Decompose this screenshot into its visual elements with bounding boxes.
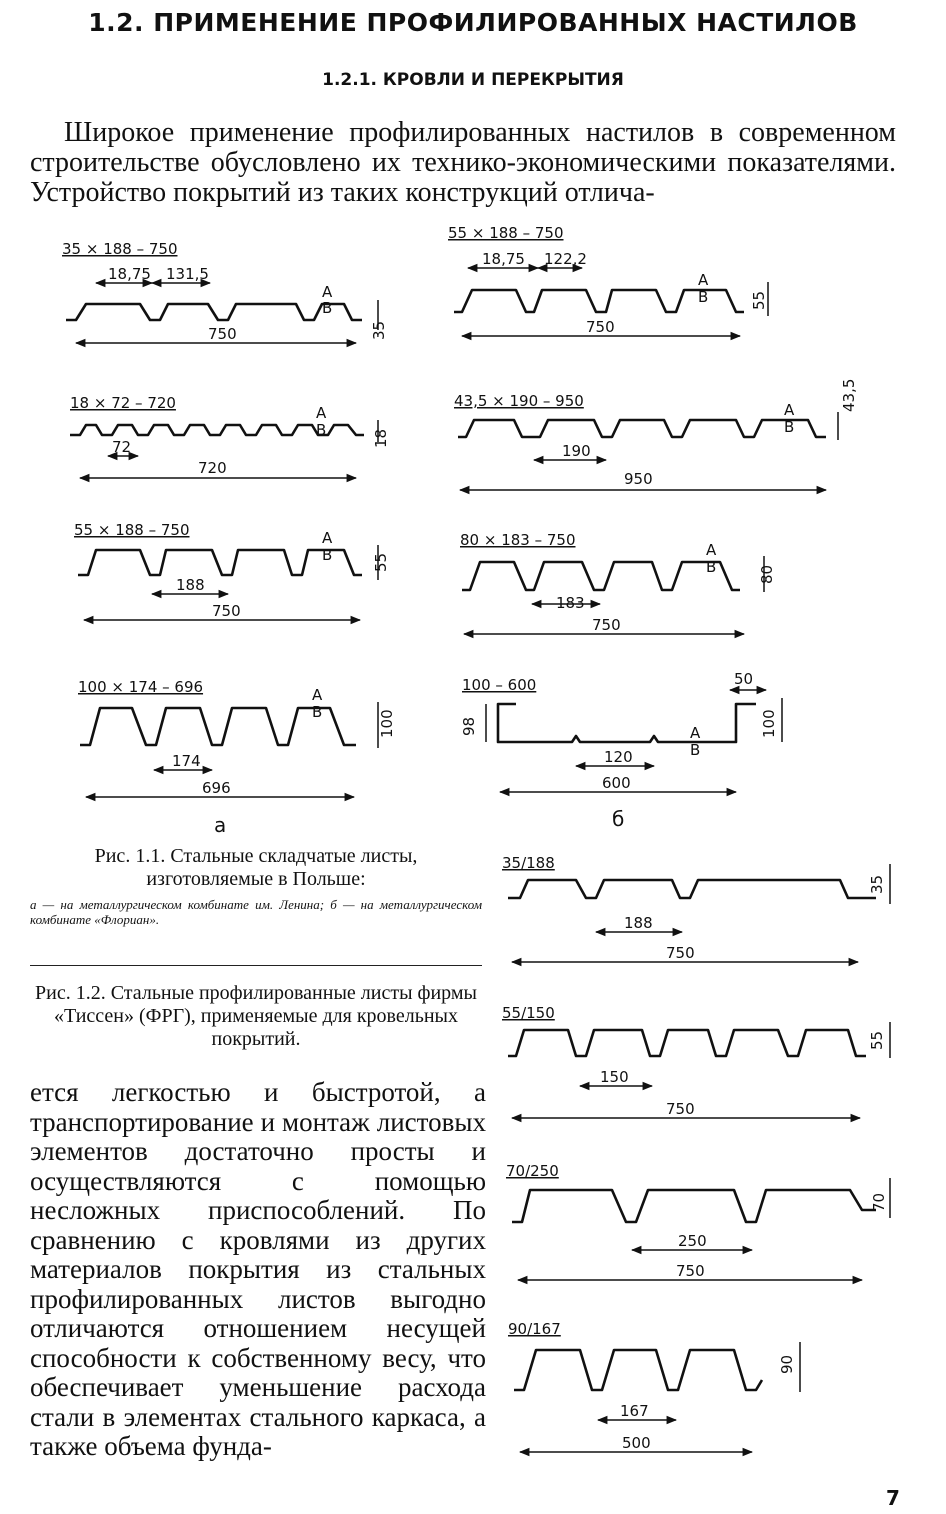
figure2-caption: Рис. 1.2. Стальные профилированные листы фирмы «Тиссен» (ФРГ), применяемые для кровельных покрытий. <box>35 982 477 1050</box>
marker-a: А <box>784 401 795 419</box>
profile-title: 18 × 72 – 720 <box>70 394 176 412</box>
sublabel-a: а <box>214 813 227 837</box>
marker-b: В <box>322 546 333 564</box>
chapter-title: 1.2. ПРИМЕНЕНИЕ ПРОФИЛИРОВАННЫХ НАСТИЛОВ <box>88 8 858 37</box>
marker-a: А <box>690 724 701 742</box>
profile-55x188-750-b <box>448 224 768 336</box>
figure1-caption: Рис. 1.1. Стальные складчатые листы, изготовляемые в Польше: <box>94 845 418 890</box>
marker-b: В <box>316 421 327 439</box>
profile-35-188 <box>502 854 890 962</box>
span-label: 750 <box>592 616 621 634</box>
body-paragraph: ется легкостью и быстротой, а транспортирование и монтаж листовых элементов достаточно просты и осуществляются с помощью несложных приспособлений. По сравнению с кровлями из других материалов покрытия из стальных профилированных листов выгодно отличаются отношением несущей способности к собственному весу, что обеспечивает уменьшение расхода стали в элементах стального каркаса, а также объема фунда- <box>30 1077 486 1461</box>
marker-b: В <box>690 741 701 759</box>
height-label: 35 <box>370 320 388 340</box>
profile-title: 43,5 × 190 – 950 <box>454 392 584 410</box>
marker-a: А <box>312 686 323 704</box>
height-label: 70 <box>870 1192 888 1212</box>
profile-line <box>512 1190 876 1222</box>
span-label: 750 <box>208 325 237 343</box>
span-label: 600 <box>602 774 631 792</box>
pitch-label: 150 <box>600 1068 629 1086</box>
marker-b: В <box>312 703 323 721</box>
span-label: 950 <box>624 470 653 488</box>
marker-a: А <box>322 529 333 547</box>
profile-title: 90/167 <box>508 1320 561 1338</box>
profile-line <box>462 562 740 590</box>
height-label: 55 <box>868 1030 886 1050</box>
profile-line <box>514 1350 762 1390</box>
marker-a: А <box>698 271 709 289</box>
pitch-label: 190 <box>562 442 591 460</box>
span-label: 750 <box>586 318 615 336</box>
height-label: 55 <box>372 552 390 572</box>
marker-a: А <box>316 404 327 422</box>
profile-55-150 <box>502 1004 890 1118</box>
span-label: 750 <box>666 1100 695 1118</box>
pitch-label: 250 <box>678 1232 707 1250</box>
profile-line <box>498 704 756 742</box>
marker-a: А <box>322 283 333 301</box>
page-number: 7 <box>886 1486 900 1510</box>
pitch-label: 188 <box>176 576 205 594</box>
height-label: 18 <box>372 428 390 448</box>
span-label: 750 <box>666 944 695 962</box>
pitch-label: 120 <box>604 748 633 766</box>
height-label: 43,5 <box>840 378 858 412</box>
profile-title: 70/250 <box>506 1162 559 1180</box>
sublabel-b: б <box>612 807 625 831</box>
marker-a: А <box>706 541 717 559</box>
profile-line <box>78 550 362 575</box>
span-label: 696 <box>202 779 231 797</box>
marker-b: В <box>698 288 709 306</box>
span-label: 500 <box>622 1434 651 1452</box>
pitch-label: 72 <box>112 438 132 456</box>
caption-divider <box>30 965 482 966</box>
profile-title: 55 × 188 – 750 <box>74 521 190 539</box>
profile-title: 55/150 <box>502 1004 555 1022</box>
figure1-caption-note: а — на металлургическом комбинате им. Ленина; б — на металлургическом комбинате «Флориан». <box>30 897 482 927</box>
height-label: 35 <box>868 874 886 894</box>
span-label: 720 <box>198 459 227 477</box>
height-label: 90 <box>778 1354 796 1374</box>
height-label: 100 <box>378 709 396 738</box>
pitch-label: 188 <box>624 914 653 932</box>
profile-title: 100 × 174 – 696 <box>78 678 204 696</box>
height-label: 55 <box>750 290 768 310</box>
marker-b: В <box>784 418 795 436</box>
profile-line <box>508 1030 866 1056</box>
profile-55x188-750-a <box>74 521 390 620</box>
profile-line <box>508 880 876 898</box>
edge-height-label: 98 <box>460 716 478 736</box>
profile-title: 80 × 183 – 750 <box>460 531 576 549</box>
intro-paragraph: Широкое применение профилированных настилов в современном строительстве обусловлено их технико-экономическими показателями. Устройство покрытий из таких конструкций отлича- <box>30 117 896 208</box>
marker-b: В <box>706 558 717 576</box>
width-label: 131,5 <box>166 265 209 283</box>
profile-title: 100 – 600 <box>462 676 537 694</box>
width-label: 18,75 <box>108 265 151 283</box>
profile-90-167 <box>508 1320 800 1452</box>
flange-label: 50 <box>734 670 754 688</box>
profile-18x72-720 <box>70 394 390 478</box>
height-label: 80 <box>758 564 776 584</box>
profile-70-250 <box>506 1162 890 1280</box>
pitch-label: 183 <box>556 594 585 612</box>
pitch-label: 167 <box>620 1402 649 1420</box>
profile-80x183-750 <box>460 531 776 634</box>
profile-43-5x190-950 <box>454 379 858 490</box>
profile-title: 35 × 188 – 750 <box>62 240 178 258</box>
span-label: 750 <box>212 602 241 620</box>
profile-100x174-696 <box>78 678 396 797</box>
profile-100-600 <box>460 670 782 792</box>
width-label: 122,2 <box>544 250 587 268</box>
marker-b: В <box>322 299 333 317</box>
profile-35x188-750 <box>62 240 388 343</box>
width-label: 18,75 <box>482 250 525 268</box>
profile-line <box>458 420 826 437</box>
section-title: 1.2.1. КРОВЛИ И ПЕРЕКРЫТИЯ <box>322 70 624 90</box>
pitch-label: 174 <box>172 752 201 770</box>
span-label: 750 <box>676 1262 705 1280</box>
profile-title: 35/188 <box>502 854 555 872</box>
profile-title: 55 × 188 – 750 <box>448 224 564 242</box>
height-label: 100 <box>760 709 778 738</box>
profile-line <box>66 304 362 320</box>
